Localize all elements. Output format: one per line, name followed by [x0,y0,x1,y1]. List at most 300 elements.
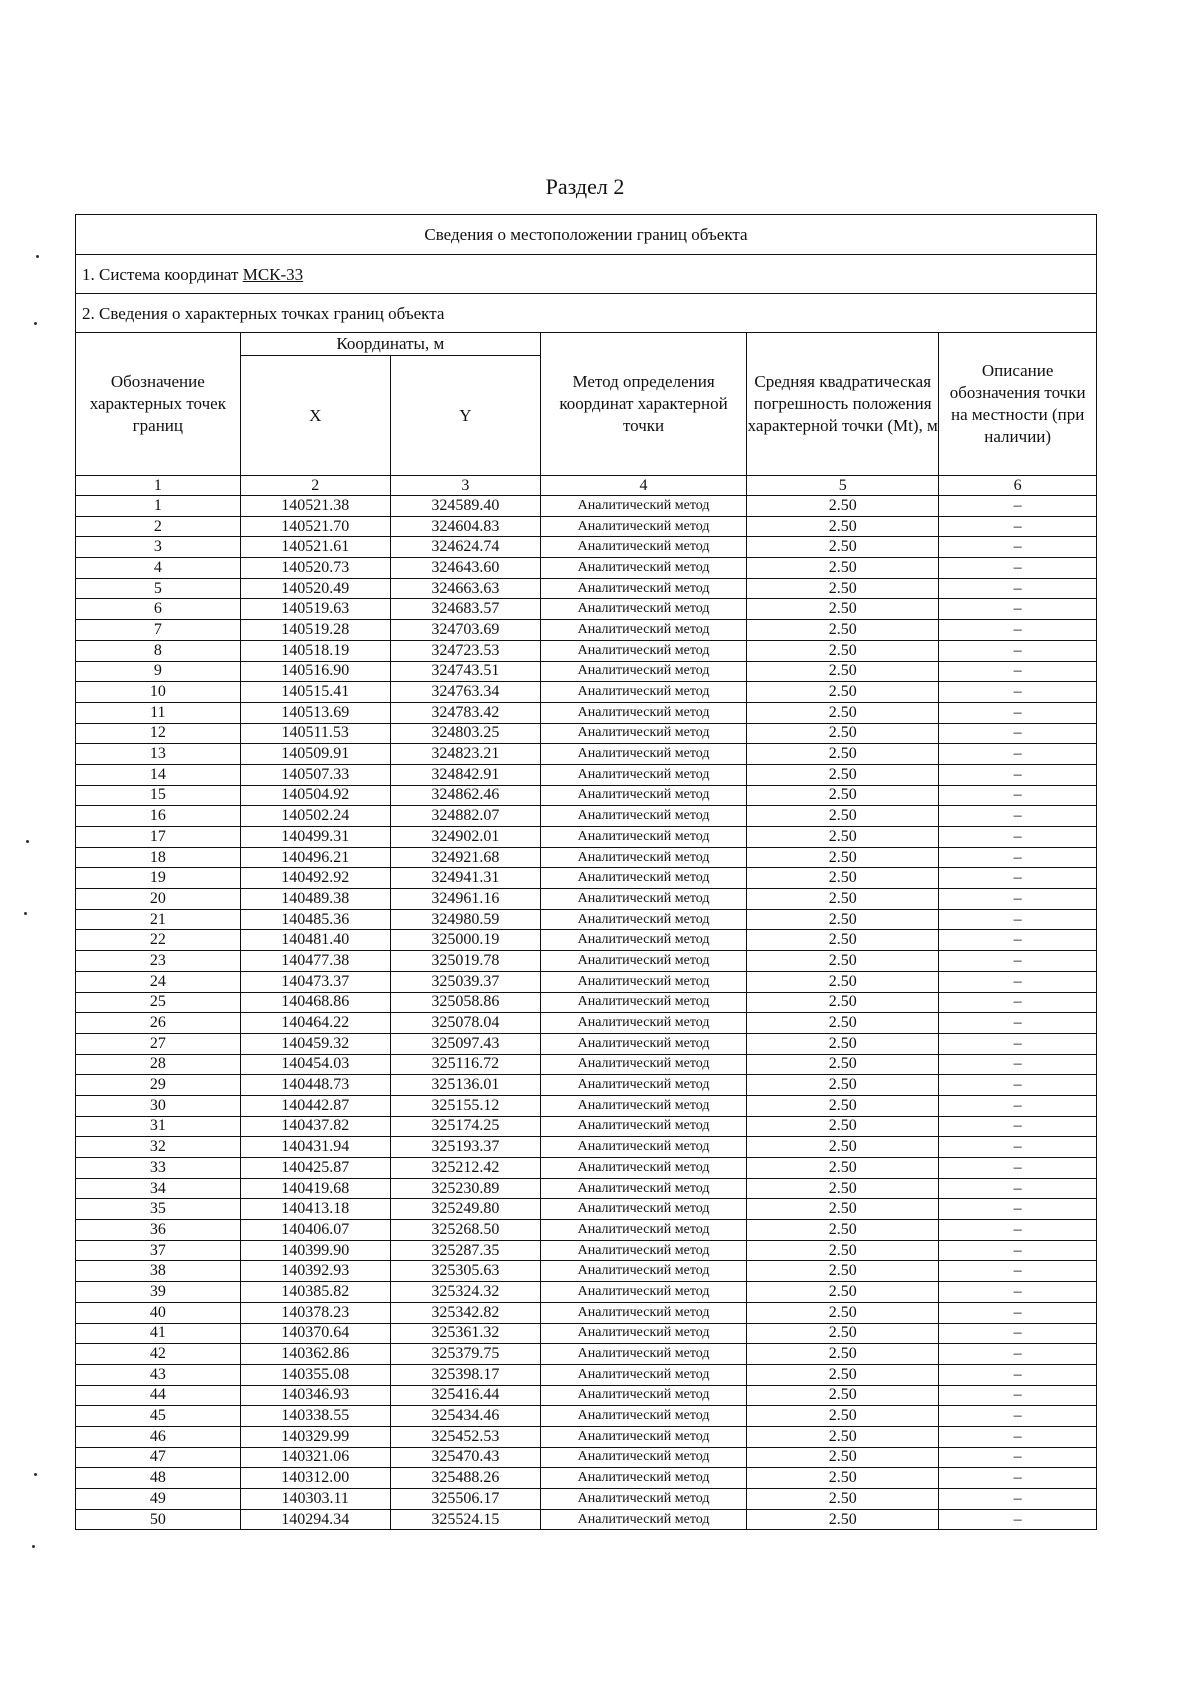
x-cell: 140520.73 [240,558,390,579]
point-number-cell: 9 [76,661,240,682]
y-cell: 324604.83 [390,516,540,537]
header-point-designation: Обозначение характерных точек границ [76,333,240,476]
description-cell: – [939,744,1096,765]
point-number-cell: 25 [76,992,240,1013]
table-row [76,1220,1096,1241]
description-cell: – [939,971,1096,992]
accuracy-cell: 2.50 [747,827,939,848]
y-cell: 325230.89 [390,1178,540,1199]
point-number-cell: 29 [76,1075,240,1096]
method-cell: Аналитический метод [540,1220,746,1241]
y-cell: 325524.15 [390,1509,540,1529]
method-cell: Аналитический метод [540,868,746,889]
x-cell: 140303.11 [240,1489,390,1510]
table-row [76,889,1096,910]
point-number-cell: 3 [76,537,240,558]
description-cell: – [939,640,1096,661]
point-number-cell: 16 [76,806,240,827]
method-cell: Аналитический метод [540,537,746,558]
table-row [76,1489,1096,1510]
accuracy-cell: 2.50 [747,1323,939,1344]
accuracy-cell: 2.50 [747,868,939,889]
description-cell: – [939,1344,1096,1365]
method-cell: Аналитический метод [540,827,746,848]
method-cell: Аналитический метод [540,578,746,599]
table-row [76,971,1096,992]
x-cell: 140406.07 [240,1220,390,1241]
x-cell: 140468.86 [240,992,390,1013]
y-cell: 324743.51 [390,661,540,682]
table-row [76,537,1096,558]
x-cell: 140448.73 [240,1075,390,1096]
description-cell: – [939,1282,1096,1303]
method-cell: Аналитический метод [540,971,746,992]
y-cell: 324589.40 [390,496,540,517]
table-row [76,1013,1096,1034]
y-cell: 324643.60 [390,558,540,579]
y-cell: 325488.26 [390,1468,540,1489]
x-cell: 140370.64 [240,1323,390,1344]
column-number-cell: 3 [390,476,540,496]
method-cell: Аналитический метод [540,1075,746,1096]
header-x: X [240,356,390,476]
x-cell: 140496.21 [240,847,390,868]
table-row [76,992,1096,1013]
column-number-cell: 4 [540,476,746,496]
description-cell: – [939,951,1096,972]
x-cell: 140437.82 [240,1116,390,1137]
table-row [76,640,1096,661]
description-cell: – [939,1158,1096,1179]
method-cell: Аналитический метод [540,702,746,723]
table-body [76,496,1096,1530]
description-cell: – [939,1220,1096,1241]
description-cell: – [939,1323,1096,1344]
y-cell: 325193.37 [390,1137,540,1158]
accuracy-cell: 2.50 [747,1302,939,1323]
accuracy-cell: 2.50 [747,1054,939,1075]
description-cell: – [939,889,1096,910]
accuracy-cell: 2.50 [747,558,939,579]
x-cell: 140329.99 [240,1426,390,1447]
point-number-cell: 46 [76,1426,240,1447]
x-cell: 140509.91 [240,744,390,765]
header-description: Описание обозначения точки на местности (при наличии) [939,333,1096,476]
x-cell: 140521.61 [240,537,390,558]
coordinate-system-label: 1. Система координат [82,265,239,284]
x-cell: 140346.93 [240,1385,390,1406]
x-cell: 140515.41 [240,682,390,703]
table-row [76,827,1096,848]
header-y: Y [390,356,540,476]
y-cell: 325019.78 [390,951,540,972]
accuracy-cell: 2.50 [747,1158,939,1179]
method-cell: Аналитический метод [540,1240,746,1261]
table-row [76,868,1096,889]
accuracy-cell: 2.50 [747,496,939,517]
boundary-info-block [75,214,1097,1530]
x-cell: 140521.38 [240,496,390,517]
y-cell: 324803.25 [390,723,540,744]
method-cell: Аналитический метод [540,558,746,579]
point-number-cell: 39 [76,1282,240,1303]
accuracy-cell: 2.50 [747,1282,939,1303]
y-cell: 325000.19 [390,930,540,951]
accuracy-cell: 2.50 [747,1116,939,1137]
point-number-cell: 49 [76,1489,240,1510]
table-row [76,1054,1096,1075]
description-cell: – [939,1426,1096,1447]
method-cell: Аналитический метод [540,1033,746,1054]
table-row [76,764,1096,785]
table-row [76,1282,1096,1303]
accuracy-cell: 2.50 [747,1468,939,1489]
x-cell: 140481.40 [240,930,390,951]
y-cell: 325155.12 [390,1095,540,1116]
method-cell: Аналитический метод [540,1509,746,1529]
y-cell: 325078.04 [390,1013,540,1034]
description-cell: – [939,909,1096,930]
x-cell: 140378.23 [240,1302,390,1323]
accuracy-cell: 2.50 [747,951,939,972]
y-cell: 325268.50 [390,1220,540,1241]
point-number-cell: 28 [76,1054,240,1075]
coordinate-system-value: МСК-33 [242,265,304,284]
y-cell: 324862.46 [390,785,540,806]
point-number-cell: 11 [76,702,240,723]
accuracy-cell: 2.50 [747,889,939,910]
table-row [76,558,1096,579]
description-cell: – [939,827,1096,848]
accuracy-cell: 2.50 [747,785,939,806]
x-cell: 140454.03 [240,1054,390,1075]
points-section-label: 2. Сведения о характерных точках границ объекта [76,294,1096,333]
point-number-cell: 1 [76,496,240,517]
description-cell: – [939,620,1096,641]
y-cell: 324703.69 [390,620,540,641]
table-row [76,847,1096,868]
scan-speck [36,255,39,258]
accuracy-cell: 2.50 [747,744,939,765]
description-cell: – [939,516,1096,537]
method-cell: Аналитический метод [540,496,746,517]
accuracy-cell: 2.50 [747,599,939,620]
y-cell: 325058.86 [390,992,540,1013]
column-number-row [76,476,1096,496]
description-cell: – [939,1406,1096,1427]
description-cell: – [939,1075,1096,1096]
x-cell: 140485.36 [240,909,390,930]
method-cell: Аналитический метод [540,847,746,868]
accuracy-cell: 2.50 [747,640,939,661]
method-cell: Аналитический метод [540,1364,746,1385]
x-cell: 140362.86 [240,1344,390,1365]
x-cell: 140519.28 [240,620,390,641]
accuracy-cell: 2.50 [747,682,939,703]
y-cell: 325212.42 [390,1158,540,1179]
description-cell: – [939,1095,1096,1116]
table-row [76,1158,1096,1179]
y-cell: 324763.34 [390,682,540,703]
accuracy-cell: 2.50 [747,1344,939,1365]
point-number-cell: 35 [76,1199,240,1220]
point-number-cell: 14 [76,764,240,785]
x-cell: 140507.33 [240,764,390,785]
method-cell: Аналитический метод [540,785,746,806]
method-cell: Аналитический метод [540,1282,746,1303]
x-cell: 140399.90 [240,1240,390,1261]
method-cell: Аналитический метод [540,1261,746,1282]
table-row [76,1178,1096,1199]
x-cell: 140477.38 [240,951,390,972]
accuracy-cell: 2.50 [747,1199,939,1220]
scan-speck [26,840,29,843]
table-row [76,1385,1096,1406]
header-method: Метод определения координат характерной точки [540,333,746,476]
x-cell: 140520.49 [240,578,390,599]
y-cell: 325174.25 [390,1116,540,1137]
description-cell: – [939,578,1096,599]
y-cell: 325324.32 [390,1282,540,1303]
point-number-cell: 23 [76,951,240,972]
y-cell: 324882.07 [390,806,540,827]
x-cell: 140321.06 [240,1447,390,1468]
point-number-cell: 21 [76,909,240,930]
method-cell: Аналитический метод [540,1137,746,1158]
y-cell: 325452.53 [390,1426,540,1447]
x-cell: 140489.38 [240,889,390,910]
description-cell: – [939,1364,1096,1385]
description-cell: – [939,1385,1096,1406]
y-cell: 325249.80 [390,1199,540,1220]
point-number-cell: 33 [76,1158,240,1179]
column-number-cell: 6 [939,476,1096,496]
method-cell: Аналитический метод [540,1013,746,1034]
x-cell: 140338.55 [240,1406,390,1427]
description-cell: – [939,868,1096,889]
description-cell: – [939,1261,1096,1282]
y-cell: 324902.01 [390,827,540,848]
point-number-cell: 34 [76,1178,240,1199]
x-cell: 140502.24 [240,806,390,827]
x-cell: 140518.19 [240,640,390,661]
method-cell: Аналитический метод [540,1178,746,1199]
table-row [76,1240,1096,1261]
table-row [76,1509,1096,1529]
accuracy-cell: 2.50 [747,1364,939,1385]
description-cell: – [939,1178,1096,1199]
point-number-cell: 38 [76,1261,240,1282]
boundary-points-table [76,333,1096,1529]
method-cell: Аналитический метод [540,640,746,661]
method-cell: Аналитический метод [540,599,746,620]
description-cell: – [939,558,1096,579]
x-cell: 140419.68 [240,1178,390,1199]
table-row [76,702,1096,723]
method-cell: Аналитический метод [540,1199,746,1220]
description-cell: – [939,661,1096,682]
description-cell: – [939,1489,1096,1510]
method-cell: Аналитический метод [540,1406,746,1427]
table-row [76,744,1096,765]
table-row [76,578,1096,599]
x-cell: 140425.87 [240,1158,390,1179]
method-cell: Аналитический метод [540,930,746,951]
point-number-cell: 50 [76,1509,240,1529]
point-number-cell: 48 [76,1468,240,1489]
accuracy-cell: 2.50 [747,847,939,868]
table-row [76,599,1096,620]
x-cell: 140294.34 [240,1509,390,1529]
y-cell: 324921.68 [390,847,540,868]
point-number-cell: 27 [76,1033,240,1054]
x-cell: 140459.32 [240,1033,390,1054]
table-row [76,1116,1096,1137]
coordinate-system-line [76,255,1096,294]
method-cell: Аналитический метод [540,744,746,765]
y-cell: 324842.91 [390,764,540,785]
accuracy-cell: 2.50 [747,806,939,827]
y-cell: 325379.75 [390,1344,540,1365]
header-accuracy-text: Средняя квадратическая погрешность положения характерной точки (Mt), м [747,372,938,435]
accuracy-cell: 2.50 [747,1178,939,1199]
point-number-cell: 47 [76,1447,240,1468]
table-row [76,806,1096,827]
table-row [76,1406,1096,1427]
description-cell: – [939,537,1096,558]
y-cell: 324961.16 [390,889,540,910]
accuracy-cell: 2.50 [747,1426,939,1447]
x-cell: 140385.82 [240,1282,390,1303]
description-cell: – [939,1013,1096,1034]
description-cell: – [939,847,1096,868]
x-cell: 140413.18 [240,1199,390,1220]
description-cell: – [939,806,1096,827]
method-cell: Аналитический метод [540,516,746,537]
x-cell: 140492.92 [240,868,390,889]
y-cell: 324624.74 [390,537,540,558]
accuracy-cell: 2.50 [747,909,939,930]
table-row [76,1095,1096,1116]
point-number-cell: 4 [76,558,240,579]
table-row [76,1302,1096,1323]
table-row [76,1426,1096,1447]
method-cell: Аналитический метод [540,1447,746,1468]
table-row [76,620,1096,641]
method-cell: Аналитический метод [540,1385,746,1406]
y-cell: 324823.21 [390,744,540,765]
y-cell: 325506.17 [390,1489,540,1510]
point-number-cell: 17 [76,827,240,848]
column-number-cell: 5 [747,476,939,496]
x-cell: 140355.08 [240,1364,390,1385]
accuracy-cell: 2.50 [747,1385,939,1406]
accuracy-cell: 2.50 [747,1240,939,1261]
method-cell: Аналитический метод [540,1344,746,1365]
description-cell: – [939,764,1096,785]
y-cell: 324683.57 [390,599,540,620]
y-cell: 325136.01 [390,1075,540,1096]
table-row [76,785,1096,806]
method-cell: Аналитический метод [540,1426,746,1447]
scan-speck [24,912,27,915]
point-number-cell: 13 [76,744,240,765]
accuracy-cell: 2.50 [747,1261,939,1282]
y-cell: 325342.82 [390,1302,540,1323]
description-cell: – [939,723,1096,744]
point-number-cell: 20 [76,889,240,910]
point-number-cell: 36 [76,1220,240,1241]
accuracy-cell: 2.50 [747,1013,939,1034]
table-row [76,723,1096,744]
y-cell: 324723.53 [390,640,540,661]
description-cell: – [939,682,1096,703]
table-row [76,1323,1096,1344]
method-cell: Аналитический метод [540,1323,746,1344]
point-number-cell: 44 [76,1385,240,1406]
method-cell: Аналитический метод [540,764,746,785]
point-number-cell: 22 [76,930,240,951]
block-title: Сведения о местоположении границ объекта [76,215,1096,255]
header-row [76,333,1096,356]
x-cell: 140504.92 [240,785,390,806]
method-cell: Аналитический метод [540,1158,746,1179]
point-number-cell: 19 [76,868,240,889]
y-cell: 325434.46 [390,1406,540,1427]
description-cell: – [939,702,1096,723]
x-cell: 140511.53 [240,723,390,744]
y-cell: 325287.35 [390,1240,540,1261]
section-title: Раздел 2 [545,174,625,199]
header-coordinates: Координаты, м [240,333,540,356]
y-cell: 325097.43 [390,1033,540,1054]
accuracy-cell: 2.50 [747,1406,939,1427]
method-cell: Аналитический метод [540,909,746,930]
description-cell: – [939,1509,1096,1529]
point-number-cell: 30 [76,1095,240,1116]
y-cell: 325416.44 [390,1385,540,1406]
method-cell: Аналитический метод [540,620,746,641]
y-cell: 324941.31 [390,868,540,889]
point-number-cell: 45 [76,1406,240,1427]
method-cell: Аналитический метод [540,806,746,827]
point-number-cell: 42 [76,1344,240,1365]
point-number-cell: 24 [76,971,240,992]
accuracy-cell: 2.50 [747,1095,939,1116]
accuracy-cell: 2.50 [747,764,939,785]
table-row [76,661,1096,682]
table-row [76,930,1096,951]
point-number-cell: 12 [76,723,240,744]
accuracy-cell: 2.50 [747,1033,939,1054]
table-row [76,1075,1096,1096]
accuracy-cell: 2.50 [747,1075,939,1096]
point-number-cell: 32 [76,1137,240,1158]
accuracy-cell: 2.50 [747,578,939,599]
x-cell: 140516.90 [240,661,390,682]
y-cell: 325305.63 [390,1261,540,1282]
description-cell: – [939,992,1096,1013]
table-row [76,1261,1096,1282]
table-row [76,1468,1096,1489]
method-cell: Аналитический метод [540,1095,746,1116]
accuracy-cell: 2.50 [747,1489,939,1510]
accuracy-cell: 2.50 [747,1447,939,1468]
table-row [76,1447,1096,1468]
table-row [76,1033,1096,1054]
scan-speck [34,1473,37,1476]
description-cell: – [939,1302,1096,1323]
